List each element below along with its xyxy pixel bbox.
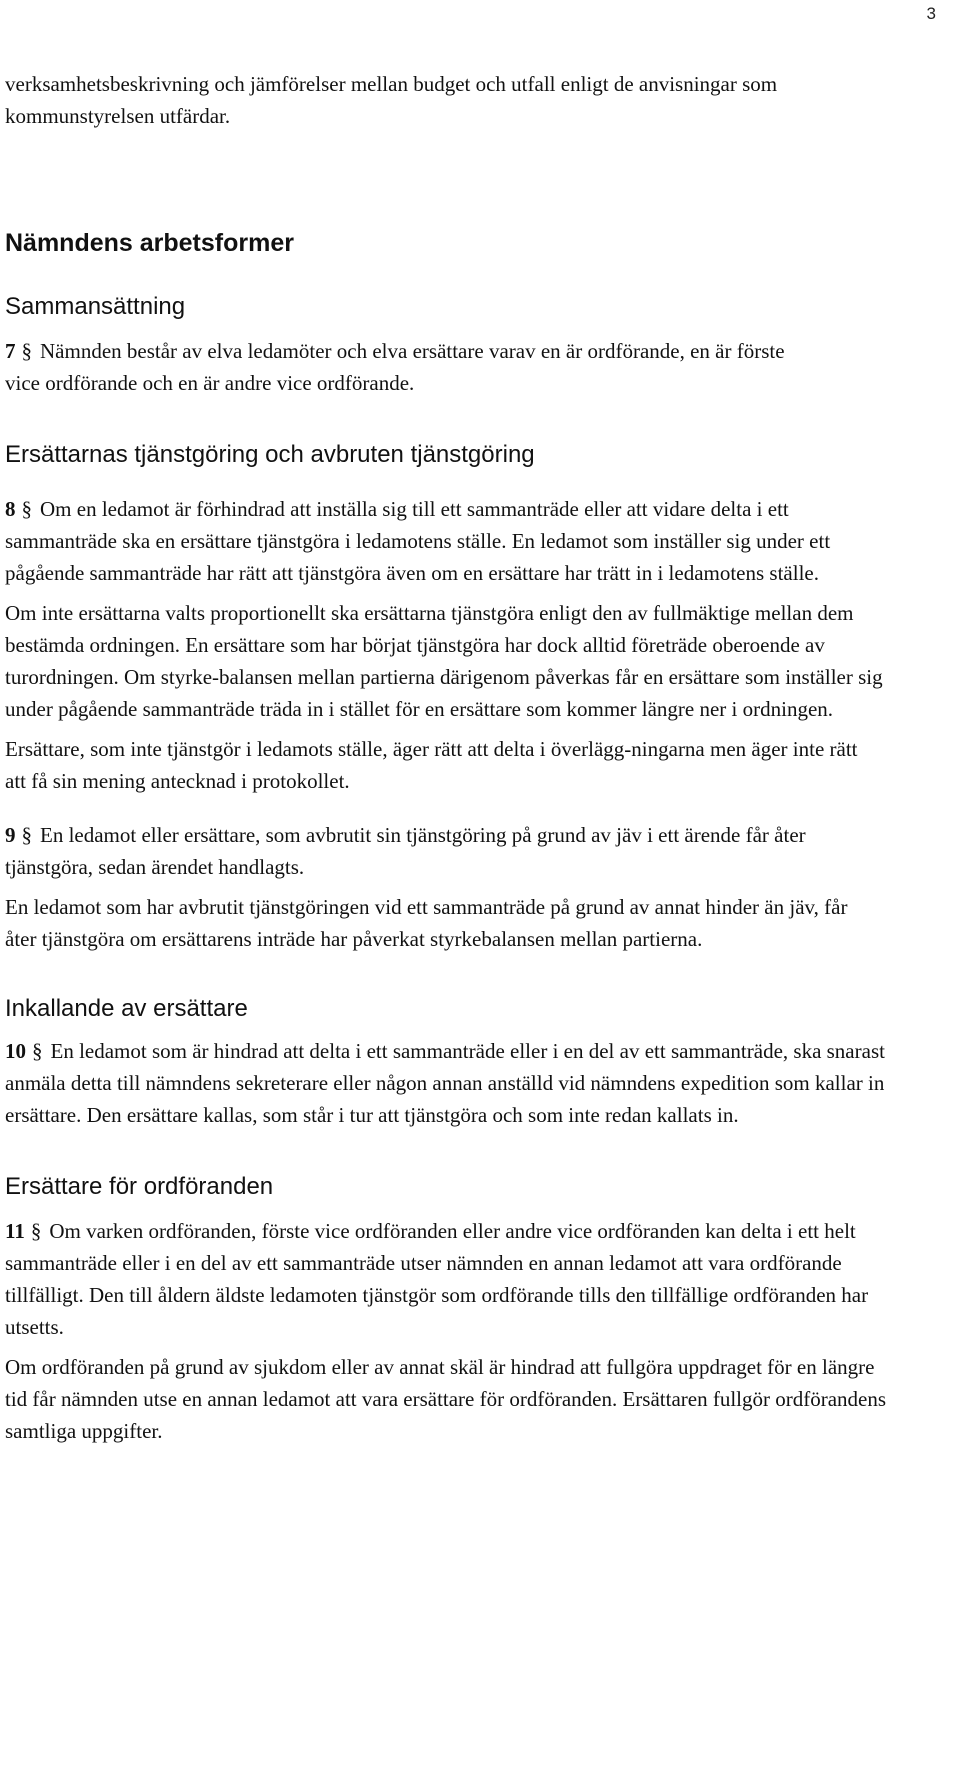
heading-ordforande: Ersättare för ordföranden (5, 1173, 274, 1200)
section-7 (5, 335, 815, 399)
section-11-paragraph-2: Om ordföranden på grund av sjukdom eller av annat skäl är hindrad att fullgöra uppdraget för en längre tid får nämnden utse en annan ledamot att vara ersättare för ordföranden. Ersättaren fullgör ordförandens samtliga uppgifter. (5, 1355, 887, 1443)
section-10-text: En ledamot som är hindrad att delta i ett sammanträde eller i en del av ett sammanträde, ska snarast anmäla detta till nämndens sekreterare eller någon annan anställd vid nämndens expedition som kallar in ersättare. Den ersättare kallas, som står i tur att tjänstgöra och som inte redan kallats in. (5, 1039, 885, 1127)
heading-inkallande: Inkallande av ersättare (5, 995, 248, 1022)
section-11 (5, 1215, 885, 1343)
section-9-number: 9 (5, 823, 16, 847)
section-11-number: 11 (5, 1219, 25, 1243)
heading-tjanstgoring: Ersättarnas tjänstgöring och avbruten tjänstgöring (5, 441, 535, 468)
section-9-text: En ledamot eller ersättare, som avbrutit sin tjänstgöring på grund av jäv i ett ärende får åter tjänstgöra, sedan ärendet handlagts. (5, 823, 806, 879)
section-sign-icon: § (21, 339, 32, 363)
page-number: 3 (926, 4, 936, 23)
section-sign-icon: § (30, 1219, 42, 1243)
intro-paragraph: verksamhetsbeskrivning och jämförelser mellan budget och utfall enligt de anvisningar som kommunstyrelsen utfärdar. (5, 72, 778, 128)
section-9-paragraph-2: En ledamot som har avbrutit tjänstgöringen vid ett sammanträde på grund av annat hinder än jäv, får åter tjänstgöra om ersättarens inträde har påverkat styrkebalansen mellan partierna. (5, 895, 848, 951)
section-10 (5, 1035, 885, 1131)
section-sign-icon: § (21, 823, 32, 847)
section-7-number: 7 (5, 339, 16, 363)
section-9 (5, 819, 885, 883)
section-10-number: 10 (5, 1039, 26, 1063)
section-7-text: Nämnden består av elva ledamöter och elva ersättare varav en är ordförande, en är förste vice ordförande och en är andre vice ordförande. (5, 339, 785, 395)
section-11-text: Om varken ordföranden, förste vice ordföranden eller andre vice ordföranden kan delta i ett helt sammanträde eller i en del av ett sammanträde utser nämnden en annan ledamot att vara ordförande tillfälligt. Den till åldern äldste ledamoten tjänstgör som ordförande tills den tillfällige ordföranden har utsetts. (5, 1219, 869, 1339)
section-sign-icon: § (32, 1039, 43, 1063)
section-8-number: 8 (5, 497, 16, 521)
main-heading: Nämndens arbetsformer (5, 229, 294, 257)
section-8 (5, 493, 895, 589)
section-8-text: Om en ledamot är förhindrad att inställa sig till ett sammanträde eller att vidare delta i ett sammanträde ska en ersättare tjänstgöra i ledamotens ställe. En ledamot som inställer sig under ett pågående sammanträde har rätt att tjänstgöra även om en ersättare har trätt in i ledamotens ställe. (5, 497, 831, 585)
heading-sammansattning: Sammansättning (5, 293, 186, 320)
section-8-paragraph-2: Om inte ersättarna valts proportionellt ska ersättarna tjänstgöra enligt den av fullmäktige mellan dem bestämda ordningen. En ersättare som har börjat tjänstgöra har dock alltid företräde oberoende av turordningen. Om styrke-balansen mellan partierna därigenom påverkas får en ersättare som inställer sig under pågående sammanträde träda in i stället för en ersättare som kommer längre ner i ordningen. (5, 601, 883, 721)
section-8-paragraph-3: Ersättare, som inte tjänstgör i ledamots ställe, äger rätt att delta i överlägg-ningarna men äger inte rätt att få sin mening antecknad i protokollet. (5, 737, 858, 793)
section-sign-icon: § (21, 497, 32, 521)
document-body (5, 68, 905, 1447)
